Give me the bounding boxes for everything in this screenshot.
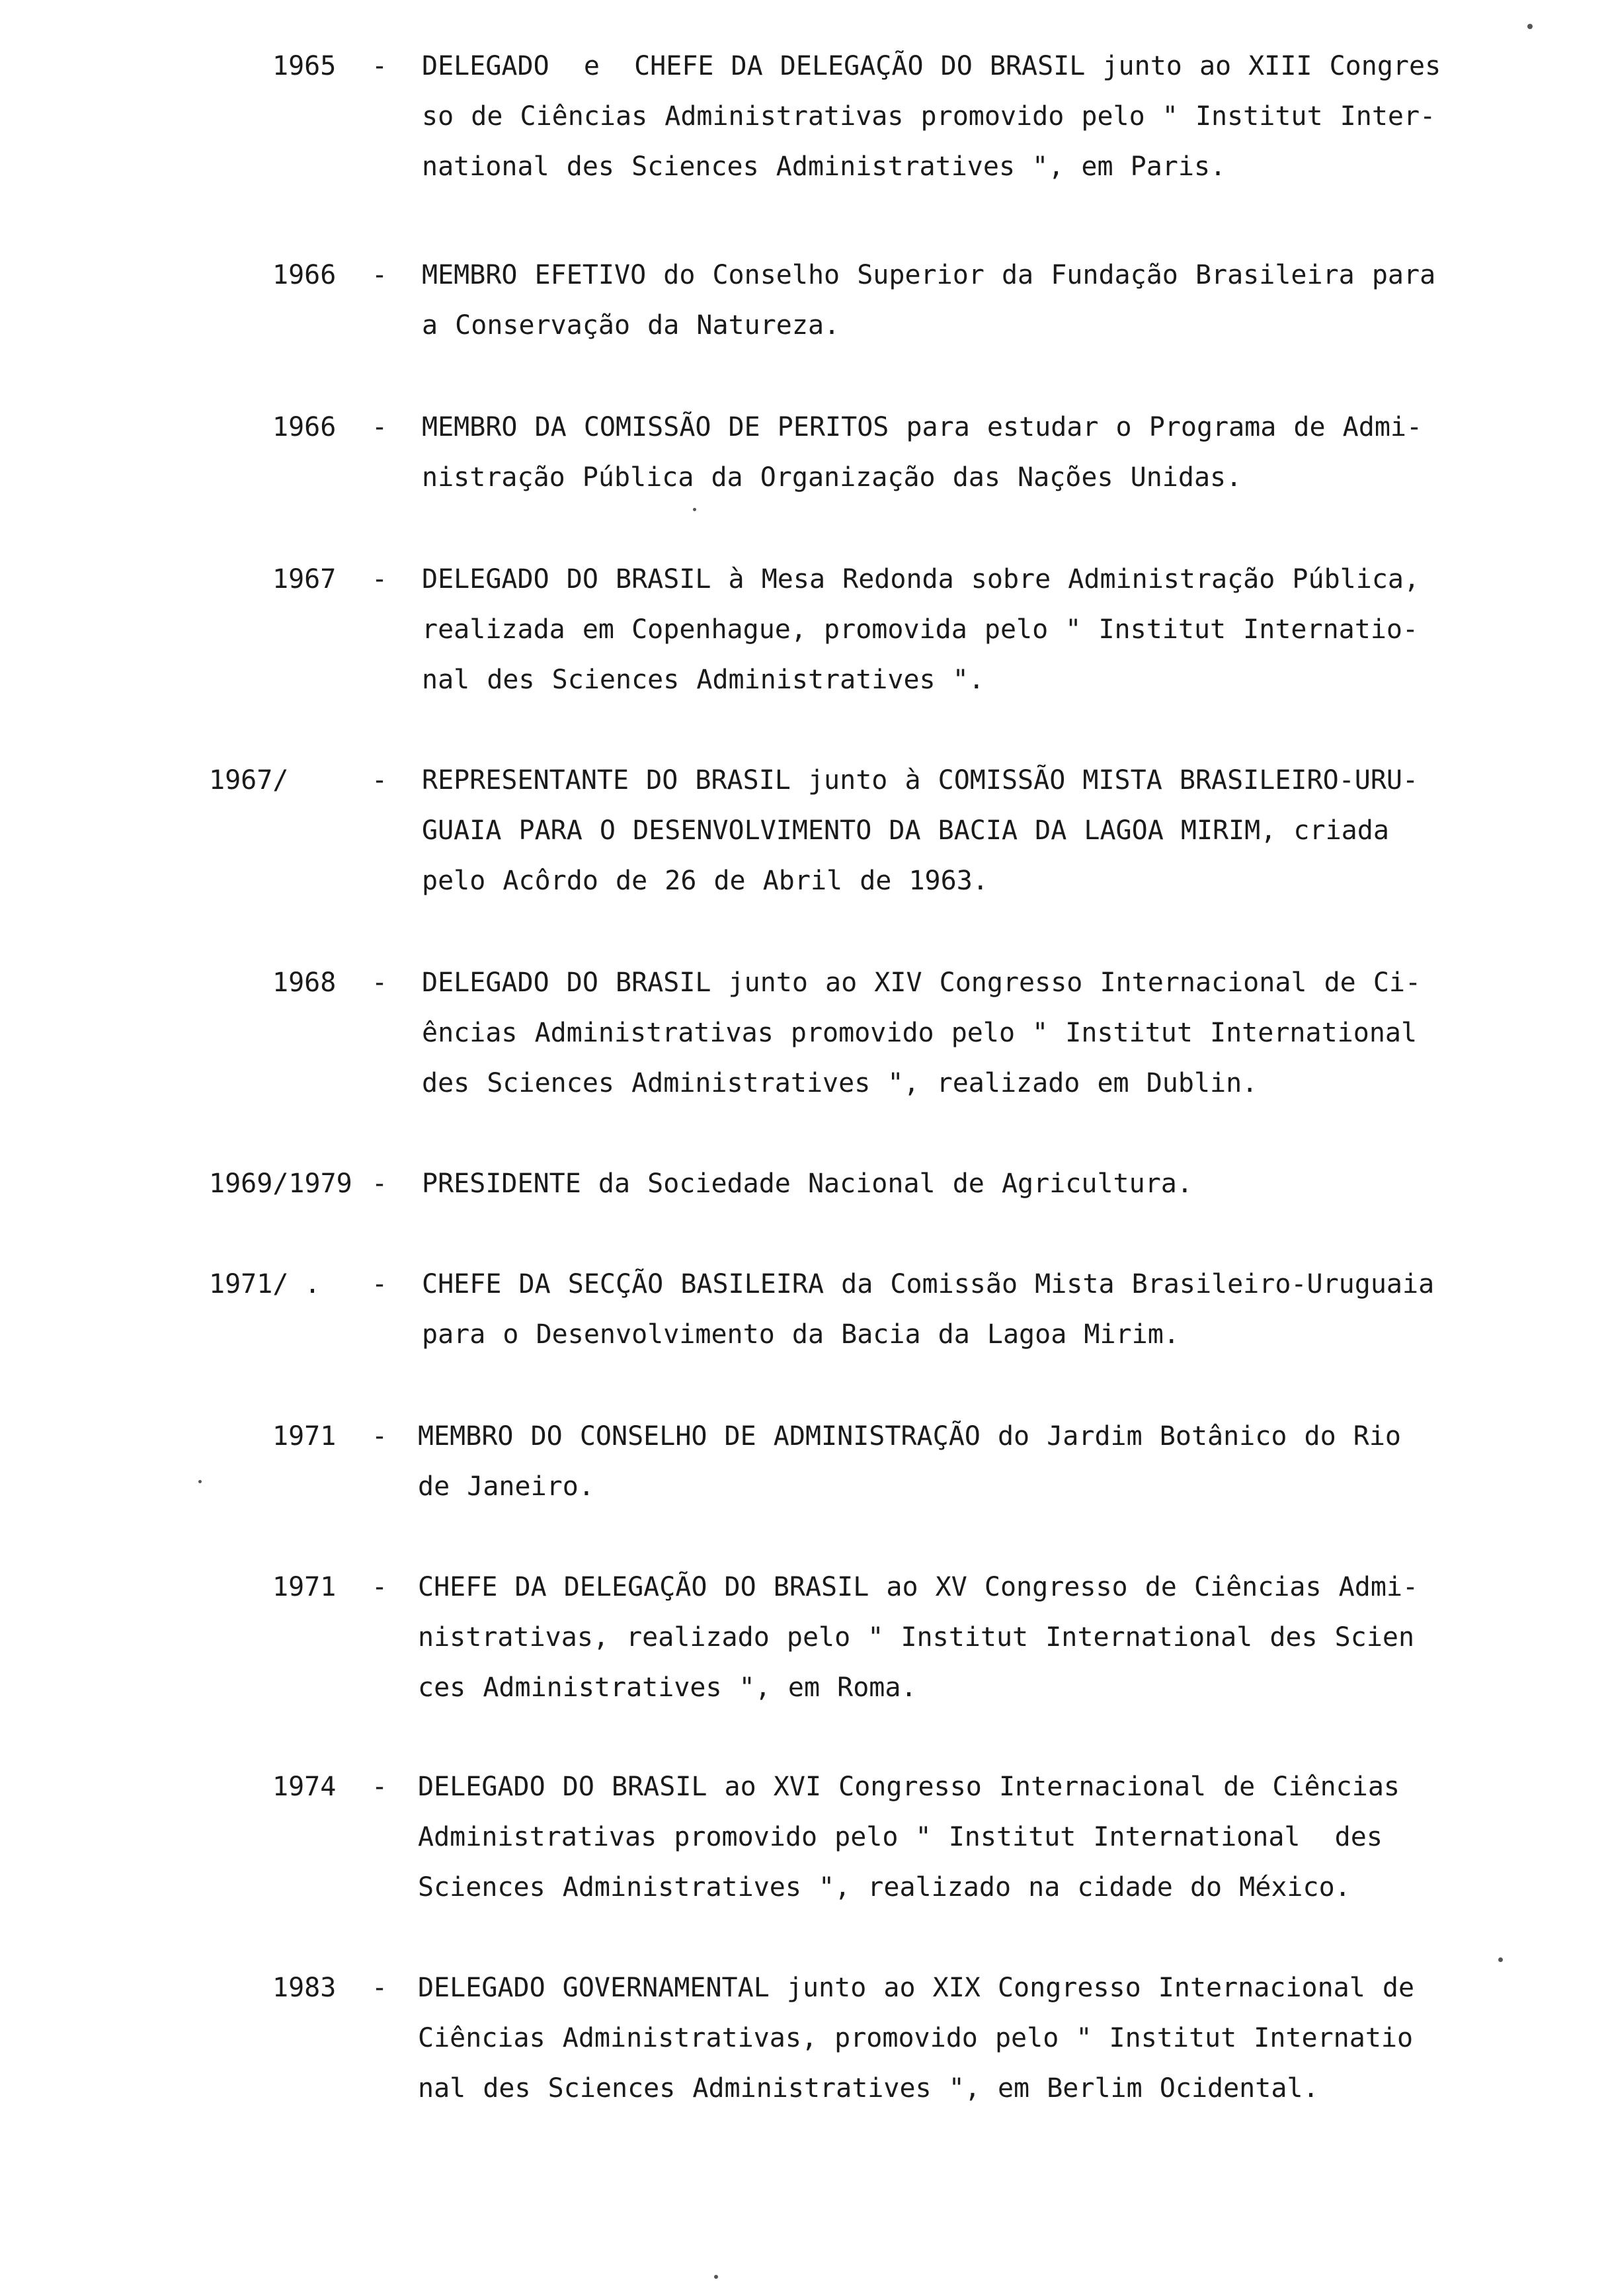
entry-line: ces Administratives ", em Roma. — [418, 1672, 917, 1703]
entry-line: national des Sciences Administratives ", em Paris. — [422, 151, 1226, 182]
entry-dash: - — [372, 1973, 388, 2003]
entry-dash: - — [372, 1421, 388, 1452]
entry-text — [418, 1762, 1476, 1912]
scan-speck — [693, 508, 696, 511]
entry-text — [422, 250, 1480, 350]
entry-line: Administrativas promovido pelo " Institut International des — [418, 1822, 1383, 1852]
entry-line: so de Ciências Administrativas promovido pelo " Institut Inter- — [422, 101, 1436, 132]
entry-year: 1969/1979 — [209, 1168, 352, 1199]
entry-line: CHEFE DA SECÇÃO BASILEIRA da Comissão Mista Brasileiro-Uruguaia — [422, 1269, 1435, 1299]
scan-speck — [198, 1480, 202, 1483]
entry-text — [422, 1259, 1480, 1360]
entry-dash: - — [372, 260, 388, 290]
entry-text — [422, 41, 1480, 192]
entry-year: 1974 — [272, 1772, 337, 1802]
entry-year: 1967/ — [209, 765, 289, 796]
scan-speck — [714, 2275, 718, 2279]
entry-text — [418, 1411, 1476, 1512]
entry-line: des Sciences Administratives ", realizado em Dublin. — [422, 1068, 1258, 1098]
entry-line: MEMBRO DO CONSELHO DE ADMINISTRAÇÃO do Jardim Botânico do Rio — [418, 1421, 1402, 1452]
entry-line: DELEGADO DO BRASIL à Mesa Redonda sobre Administração Pública, — [422, 564, 1420, 594]
entry-line: DELEGADO DO BRASIL ao XVI Congresso Internacional de Ciências — [418, 1772, 1400, 1802]
entry-line: realizada em Copenhague, promovida pelo " Institut Internatio- — [422, 614, 1419, 645]
entry-line: DELEGADO GOVERNAMENTAL junto ao XIX Congresso Internacional de — [418, 1973, 1415, 2003]
entry-year: 1983 — [272, 1973, 337, 2003]
entry-text — [422, 1159, 1480, 1209]
entry-line: GUAIA PARA O DESENVOLVIMENTO DA BACIA DA LAGOA MIRIM, criada — [422, 815, 1389, 846]
entry-year: 1971 — [272, 1572, 337, 1602]
entry-year: 1966 — [272, 412, 337, 442]
entry-line: MEMBRO EFETIVO do Conselho Superior da Fundação Brasileira para — [422, 260, 1436, 290]
entry-text — [418, 1963, 1476, 2113]
entry-year: 1967 — [272, 564, 337, 594]
entry-dash: - — [372, 564, 388, 594]
scan-speck — [1527, 24, 1533, 29]
entry-text — [422, 958, 1480, 1108]
entry-dash: - — [372, 765, 388, 796]
entry-text — [422, 554, 1480, 705]
entry-line: pelo Acôrdo de 26 de Abril de 1963. — [422, 866, 988, 896]
entry-line: DELEGADO DO BRASIL junto ao XIV Congresso Internacional de Ci- — [422, 967, 1422, 998]
entry-line: de Janeiro. — [418, 1471, 594, 1502]
entry-line: ências Administrativas promovido pelo " Institut International — [422, 1018, 1418, 1048]
entry-line: PRESIDENTE da Sociedade Nacional de Agricultura. — [422, 1168, 1193, 1199]
entry-line: para o Desenvolvimento da Bacia da Lagoa Mirim. — [422, 1319, 1180, 1350]
entry-line: DELEGADO e CHEFE DA DELEGAÇÃO DO BRASIL junto ao XIII Congres — [422, 51, 1441, 81]
entry-year: 1971/ . — [209, 1269, 321, 1299]
entry-line: Ciências Administrativas, promovido pelo " Institut Internatio — [418, 2023, 1414, 2053]
entry-line: nistrativas, realizado pelo " Institut International des Scien — [418, 1622, 1415, 1653]
entry-year: 1965 — [272, 51, 337, 81]
entry-year: 1968 — [272, 967, 337, 998]
entry-line: a Conservação da Natureza. — [422, 310, 840, 341]
entry-text — [422, 755, 1480, 906]
scan-speck — [1498, 1957, 1503, 1962]
entry-line: nal des Sciences Administratives ", em Berlim Ocidental. — [418, 2073, 1319, 2104]
entry-dash: - — [372, 51, 388, 81]
entry-text — [422, 402, 1480, 503]
entry-dash: - — [372, 1772, 388, 1802]
entry-year: 1966 — [272, 260, 337, 290]
entry-line: nal des Sciences Administratives ". — [422, 665, 985, 695]
entry-dash: - — [372, 967, 388, 998]
entry-line: REPRESENTANTE DO BRASIL junto à COMISSÃO MISTA BRASILEIRO-URU- — [422, 765, 1419, 796]
entry-dash: - — [372, 1269, 388, 1299]
entry-line: MEMBRO DA COMISSÃO DE PERITOS para estudar o Programa de Admi- — [422, 412, 1423, 442]
entry-year: 1971 — [272, 1421, 337, 1452]
entry-line: CHEFE DA DELEGAÇÃO DO BRASIL ao XV Congresso de Ciências Admi- — [418, 1572, 1419, 1602]
entry-dash: - — [372, 412, 388, 442]
entry-line: Sciences Administratives ", realizado na cidade do México. — [418, 1872, 1351, 1903]
entry-dash: - — [372, 1572, 388, 1602]
entry-line: nistração Pública da Organização das Nações Unidas. — [422, 462, 1242, 493]
entry-text — [418, 1562, 1476, 1713]
entry-dash: - — [372, 1168, 388, 1199]
